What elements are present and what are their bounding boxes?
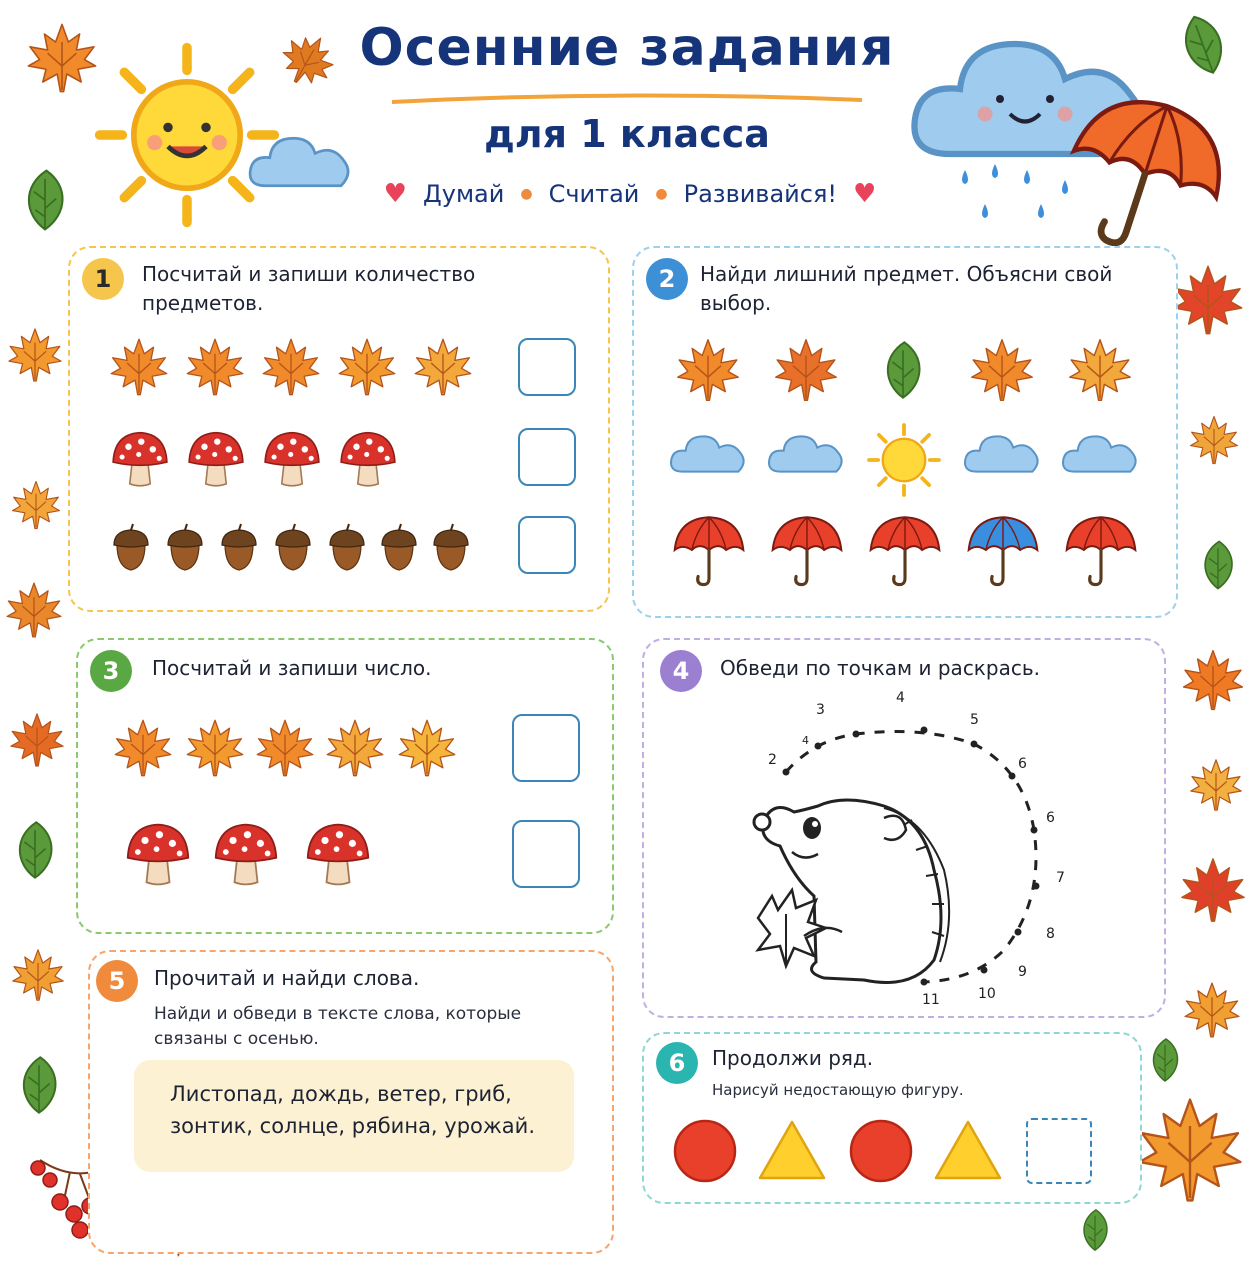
title-underline [392, 92, 862, 106]
acorn-icon [426, 514, 476, 580]
task-card-6 [642, 1032, 1142, 1204]
motto-word: Считай [548, 180, 640, 208]
maple-leaf-icon[interactable] [1064, 334, 1136, 406]
motto [370, 176, 890, 212]
dot-label: 8 [1046, 926, 1055, 942]
task-card-5 [88, 950, 614, 1254]
dot-label: 3 [816, 702, 825, 718]
maple-leaf-icon [252, 712, 318, 784]
maple-leaf-icon [182, 712, 248, 784]
missing-shape-box[interactable] [1026, 1118, 1092, 1184]
mushroom-icon [336, 422, 400, 492]
leaf-decor-icon [1140, 1020, 1190, 1100]
maple-leaf-icon [106, 334, 172, 400]
task-number: 1 [82, 258, 124, 300]
answer-box[interactable] [518, 338, 576, 396]
task-text: Посчитай и запиши количество предметов. [142, 262, 476, 315]
leaf-decor-icon [2, 560, 66, 660]
task-card-3 [76, 638, 614, 934]
maple-leaf-icon [258, 334, 324, 400]
heart-icon: ♥ [853, 179, 877, 209]
task-text: Найди лишний предмет. Объясни свой выбор. [700, 262, 1113, 315]
heart-icon: ♥ [383, 179, 407, 209]
task-number: 4 [660, 650, 702, 692]
task-text: Прочитай и найди слова. [154, 966, 420, 990]
task-number: 3 [90, 650, 132, 692]
maple-leaf-icon [110, 712, 176, 784]
leaf-decor-icon [8, 460, 64, 550]
maple-leaf-icon [394, 712, 460, 784]
motto-word: Развивайся! [683, 180, 838, 208]
leaf-decor-icon [4, 300, 66, 410]
sun-icon[interactable] [866, 422, 942, 498]
green-leaf-icon[interactable] [870, 332, 936, 408]
passage-line: Листопад, дождь, ветер, гриб, [170, 1082, 512, 1106]
task-card-2 [632, 246, 1178, 618]
passage-box[interactable] [134, 1060, 574, 1172]
maple-leaf-icon[interactable] [672, 334, 744, 406]
page-title: Осенние задания [359, 18, 895, 78]
maple-leaf-icon[interactable] [966, 334, 1038, 406]
leaf-decor-icon [6, 1040, 72, 1130]
dot-label: 11 [922, 992, 940, 1008]
cloud-icon[interactable] [1060, 430, 1140, 478]
leaf-decor-icon [1186, 740, 1246, 830]
task-text: Обведи по точкам и раскрась. [720, 656, 1040, 680]
leaf-decor-icon [1060, 1206, 1130, 1254]
acorn-icon [322, 514, 372, 580]
dot-label: 7 [1056, 870, 1065, 886]
dot-label: 2 [768, 752, 777, 768]
task-card-1 [68, 246, 610, 612]
cloud-icon[interactable] [962, 430, 1042, 478]
task-number: 5 [96, 960, 138, 1002]
mushroom-icon [260, 422, 324, 492]
dot-icon: ● [655, 186, 668, 202]
mushroom-icon [122, 812, 194, 892]
dot-label: 4 [896, 690, 905, 706]
acorn-icon [268, 514, 318, 580]
task-hint: Нарисуй недостающую фигуру. [712, 1081, 964, 1099]
dot-label: 5 [970, 712, 979, 728]
mushroom-icon [184, 422, 248, 492]
dot-label: 9 [1018, 964, 1027, 980]
red-umbrella-icon[interactable] [670, 510, 748, 590]
mushroom-icon [302, 812, 374, 892]
acorn-icon [106, 514, 156, 580]
yellow-triangle-icon [932, 1118, 1004, 1182]
yellow-triangle-icon [756, 1118, 828, 1182]
dot-label: 6 [1018, 756, 1027, 772]
leaf-decor-icon [10, 160, 80, 240]
red-circle-icon [848, 1118, 914, 1184]
cloud-icon[interactable] [766, 430, 846, 478]
red-umbrella-icon[interactable] [866, 510, 944, 590]
acorn-icon [214, 514, 264, 580]
red-circle-icon [672, 1118, 738, 1184]
answer-box[interactable] [518, 428, 576, 486]
answer-box[interactable] [518, 516, 576, 574]
dot-icon: ● [520, 186, 533, 202]
maple-leaf-icon [410, 334, 476, 400]
mushroom-icon [108, 422, 172, 492]
red-umbrella-icon[interactable] [768, 510, 846, 590]
task-number: 6 [656, 1042, 698, 1084]
maple-leaf-icon[interactable] [770, 334, 842, 406]
acorn-icon [374, 514, 424, 580]
task-text: Продолжи ряд. [712, 1046, 874, 1070]
red-umbrella-icon[interactable] [1062, 510, 1140, 590]
dot-label: 6 [1046, 810, 1055, 826]
cloud-icon[interactable] [668, 430, 748, 478]
leaf-decor-icon [1130, 1080, 1250, 1220]
maple-leaf-icon [334, 334, 400, 400]
task-number: 2 [646, 258, 688, 300]
maple-leaf-icon [182, 334, 248, 400]
dot-label: 10 [978, 986, 996, 1002]
maple-leaf-icon [322, 712, 388, 784]
leaf-decor-icon [1186, 390, 1242, 490]
mushroom-icon [210, 812, 282, 892]
leaf-decor-icon [1178, 630, 1248, 730]
task-card-4 [642, 638, 1166, 1018]
dot-label: 4 [802, 734, 809, 747]
leaf-decor-icon [1168, 250, 1248, 350]
blue-umbrella-icon[interactable] [964, 510, 1042, 590]
task-text: Посчитай и запиши число. [152, 656, 432, 680]
page-subtitle: для 1 класса [484, 112, 770, 156]
acorn-icon [160, 514, 210, 580]
hedgehog-dot-to-dot[interactable] [734, 700, 1094, 1000]
leaf-decor-icon [2, 800, 68, 900]
leaf-decor-icon [8, 930, 68, 1020]
leaf-decor-icon [1176, 840, 1250, 940]
motto-word: Думай [422, 180, 505, 208]
answer-box[interactable] [512, 714, 580, 782]
answer-box[interactable] [512, 820, 580, 888]
task-hint: Найди и обведи в тексте слова, которые связаны с осенью. [154, 1004, 522, 1049]
passage-line: зонтик, солнце, рябина, урожай. [170, 1114, 535, 1138]
leaf-decor-icon [1190, 520, 1246, 610]
leaf-decor-icon [6, 690, 68, 790]
